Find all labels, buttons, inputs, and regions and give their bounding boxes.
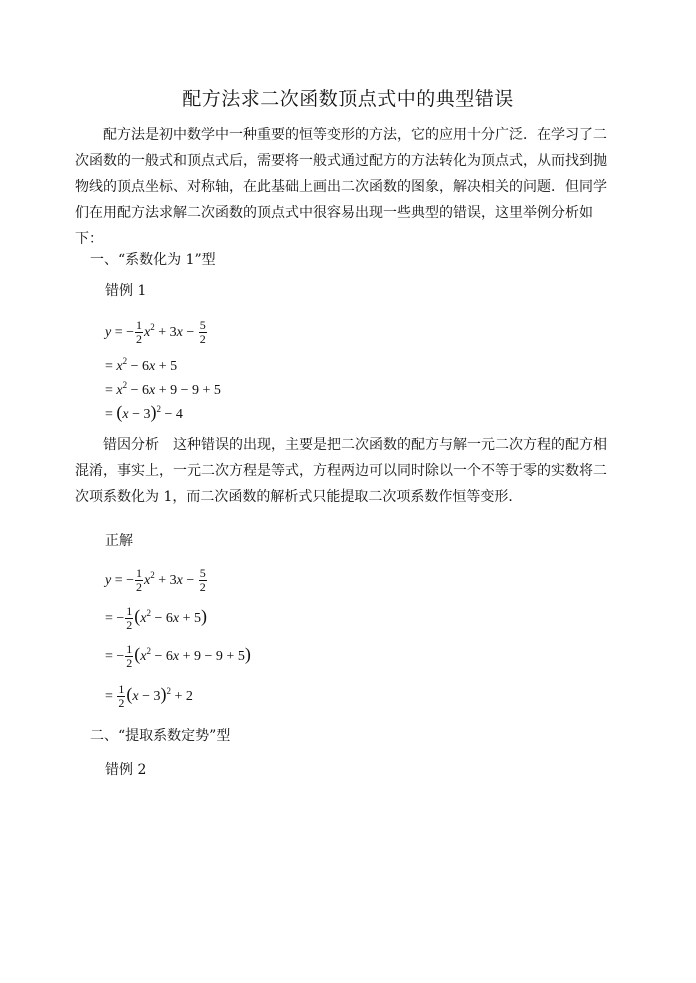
- fraction: $\frac{5}{2}$: [199, 566, 206, 595]
- section2-heading: 二、“提取系数定势”型: [90, 728, 231, 744]
- fraction: $\frac{1}{2}$: [136, 318, 143, 347]
- fraction: $\frac{1}{2}$: [118, 682, 125, 711]
- wrong-line-4: = $(x - 3)^2 - 4$: [105, 402, 183, 422]
- correct-line-4: = $\frac{1}{2}$ $(x - 3)^2 + 2$: [105, 682, 193, 711]
- section1-heading: 一、“系数化为 1”型: [90, 252, 216, 268]
- fraction: $\frac{5}{2}$: [199, 318, 206, 347]
- correct-line-3: = − $\frac{1}{2}$ $(x^2 - 6x + 9 - 9 + 5)$: [105, 642, 251, 671]
- wrong-line-3: = $x^2 - 6x + 9 - 9 + 5$: [105, 380, 221, 398]
- wrong-line-1: y = − $\frac{1}{2}$ $x^2 + 3x$ − $\frac{5}{2}$: [105, 318, 206, 347]
- fraction: $\frac{1}{2}$: [126, 604, 133, 633]
- correct-solution-label: 正解: [105, 533, 133, 549]
- correct-line-1: y = − $\frac{1}{2}$ $x^2 + 3x$ − $\frac{5}{2}$: [105, 566, 206, 595]
- correct-line-2: = − $\frac{1}{2}$ $(x^2 - 6x + 5)$: [105, 604, 208, 633]
- error-analysis-paragraph: 错因分析 这种错误的出现，主要是把二次函数的配方与解一元二次方程的配方相混淆，事实上，一元二次方程是等式，方程两边可以同时除以一个不等于零的实数将二次项系数化为 1，而二次函数的解析式只能提取二次项系数作恒等变形．: [75, 437, 607, 505]
- document-title: 配方法求二次函数顶点式中的典型错误: [182, 88, 514, 110]
- example1-label: 错例 1: [105, 283, 147, 299]
- intro-paragraph: 配方法是初中数学中一种重要的恒等变形的方法，它的应用十分广泛．在学习了二次函数的一般式和顶点式后，需要将一般式通过配方的方法转化为顶点式，从而找到抛物线的顶点坐标、对称轴，在此基础上画出二次函数的图象，解决相关的问题．但同学们在用配方法求解二次函数的顶点式中很容易出现一些典型的错误，这里举例分析如下：: [75, 127, 607, 247]
- example2-label: 错例 2: [105, 762, 147, 778]
- wrong-line-2: = $x^2 - 6x + 5$: [105, 356, 178, 374]
- fraction: $\frac{1}{2}$: [126, 642, 133, 671]
- fraction: $\frac{1}{2}$: [136, 566, 143, 595]
